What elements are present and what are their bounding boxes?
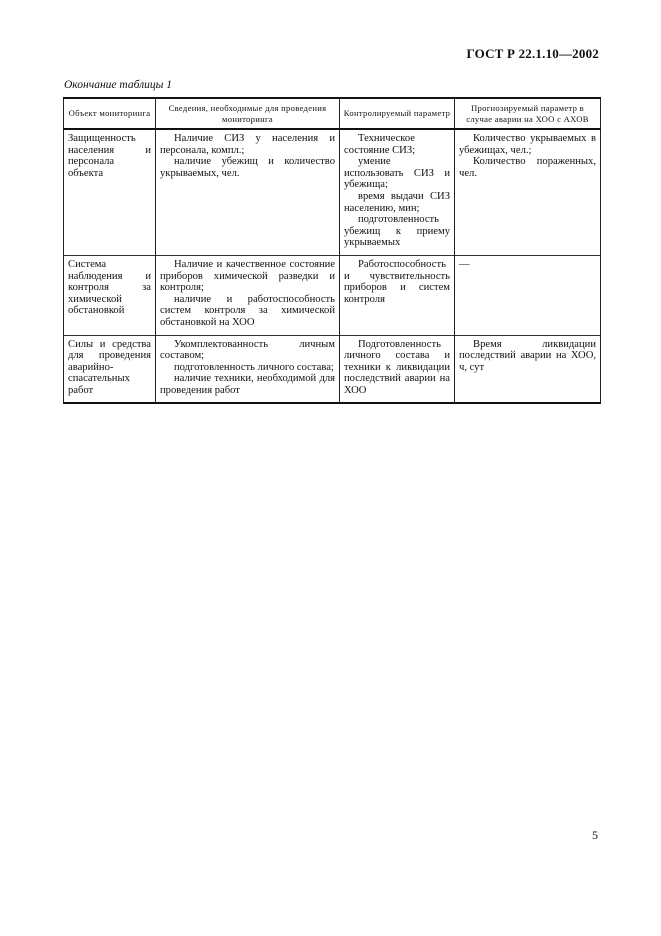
cell-text: подготовленность личного состава;: [174, 361, 334, 373]
cell-text: Техническое состояние СИЗ;: [344, 133, 416, 156]
cell-text: Количество укрываемых в убежищах, чел.;: [459, 133, 596, 156]
cell-info: [156, 255, 340, 335]
cell-text: Подготовленность личного состава и техники к ликвидации последствий аварии на ХОО: [344, 338, 450, 396]
table-row: [64, 255, 601, 335]
cell-text: подготовленность убежищ к приему укрываемых: [344, 214, 450, 249]
cell-text: Силы и средства для проведения аварийно-спасательных работ: [68, 338, 151, 396]
cell-text: Система наблюдения и контроля за химической обстановкой: [68, 258, 151, 317]
cell-text: Время ликвидации последствий аварии на ХОО, ч, сут: [459, 338, 596, 373]
cell-info: [156, 129, 340, 255]
cell-text: наличие убежищ и количество укрываемых, чел.: [160, 156, 335, 179]
cell-text: Наличие и качественное состояние приборов химической разведки и контроля;: [160, 258, 335, 294]
cell-forecast: [455, 335, 601, 403]
cell-text: наличие и работоспособность систем контроля за химической обстановкой на ХОО: [160, 293, 335, 328]
column-header-object: Объект мониторинга: [64, 98, 156, 129]
column-header-info: Сведения, необходимые для проведения мониторинга: [156, 98, 340, 129]
cell-text: Наличие СИЗ у населения и персонала, компл.;: [160, 133, 335, 156]
cell-text: Защищенность населения и персонала объекта: [68, 133, 151, 179]
table-caption: Окончание таблицы 1: [64, 79, 172, 91]
cell-object: [64, 129, 156, 255]
cell-text: Работоспособность и чувствительность приборов и систем контроля: [344, 258, 450, 305]
column-header-forecast: Прогнозируемый параметр в случае аварии на ХОО с АХОВ: [455, 98, 601, 129]
cell-text: время выдачи СИЗ населению, мин;: [344, 190, 450, 214]
cell-param: [340, 255, 455, 335]
cell-text: —: [459, 258, 470, 270]
page-number: 5: [592, 828, 598, 842]
cell-text: Укомплектованность личным составом;: [160, 338, 335, 362]
cell-text: умение использовать СИЗ и убежища;: [344, 156, 450, 191]
cell-text: наличие техники, необходимой для проведения работ: [160, 373, 335, 396]
cell-object: [64, 335, 156, 403]
cell-param: [340, 129, 455, 255]
document-code: ГОСТ Р 22.1.10—2002: [466, 46, 599, 61]
cell-object: [64, 255, 156, 335]
cell-info: [156, 335, 340, 403]
table-header-row: [64, 98, 601, 129]
table-row: [64, 335, 601, 403]
table-row: [64, 129, 601, 255]
monitoring-table: [63, 97, 601, 404]
column-header-param: Контролируемый параметр: [340, 98, 455, 129]
cell-text: Количество пораженных, чел.: [459, 156, 596, 179]
cell-forecast: [455, 129, 601, 255]
cell-param: [340, 335, 455, 403]
cell-forecast: [455, 255, 601, 335]
